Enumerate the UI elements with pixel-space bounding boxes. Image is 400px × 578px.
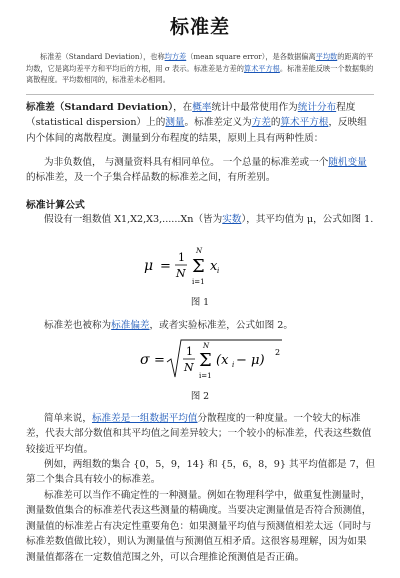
formula-intro-paragraph bbox=[26, 212, 376, 227]
page-title: 标准差 bbox=[169, 16, 230, 38]
formula-one: 1 bbox=[178, 251, 185, 264]
summary-text: 标准差（Standard Deviation），也称 bbox=[40, 52, 165, 61]
example-paragraph: 例如，两组数的集合 {0，5，9，14} 和 {5，6，8，9} 其平均值都是 7，但第二个集合具有较小的标准差。 bbox=[26, 459, 375, 486]
intro-text: 的 bbox=[270, 117, 281, 129]
link-arithmetic-square-root-2[interactable]: 算术平方根 bbox=[280, 117, 329, 129]
link-average[interactable]: 平均数 bbox=[315, 52, 338, 61]
dispersion-text: 简单来说， bbox=[44, 413, 92, 424]
sum-symbol: Σ bbox=[199, 350, 212, 371]
sum-upper: N bbox=[203, 342, 210, 350]
link-variance[interactable]: 方差 bbox=[251, 117, 271, 129]
figure-1-caption: 图 1 bbox=[190, 297, 210, 308]
section-divider bbox=[26, 94, 374, 95]
properties-paragraph bbox=[26, 155, 376, 186]
properties-text: 为非负数值， 与测量资料具有相同单位。 一个总量的标准差或一个 bbox=[44, 157, 329, 168]
std-alias-text: 标准差也被称为 bbox=[44, 320, 112, 331]
formula-mu: μ bbox=[144, 258, 154, 274]
formula-equals: = bbox=[154, 353, 165, 368]
intro-text: 。标准差定义为 bbox=[184, 117, 252, 129]
formula-subscript-i: i bbox=[217, 267, 220, 275]
formula-x: x bbox=[210, 259, 218, 274]
intro-text: 统计中最常使用作为 bbox=[211, 102, 298, 113]
sum-lower: i=1 bbox=[199, 372, 212, 380]
formula-term: (x bbox=[216, 353, 229, 368]
dispersion-paragraph bbox=[26, 411, 376, 457]
link-real-number[interactable]: 实数 bbox=[222, 214, 242, 225]
dispersion-text: 分散程度的一种度量。一个较大的标准差，代表大部分数值和其平均值之间差异较大；一个较小的标准差，代表这些数值较接近平均值。 bbox=[26, 413, 372, 455]
summary-paragraph bbox=[26, 51, 376, 86]
mean-formula bbox=[140, 240, 260, 290]
intro-text: 程度（statistical dispersion）上的 bbox=[26, 102, 356, 129]
sum-symbol: Σ bbox=[192, 256, 205, 277]
formula-intro-text: 假设有一组数值 X1,X2,X3,......Xn（皆为 bbox=[44, 214, 223, 225]
term-bold: 标准差 bbox=[26, 102, 55, 113]
formula-N: N bbox=[176, 267, 186, 280]
formula-sigma: σ bbox=[140, 352, 150, 368]
formula-intro-text: ），其平均值为 μ，公式如图 1. bbox=[241, 214, 374, 225]
link-statistical-distribution[interactable]: 统计分布 bbox=[297, 102, 337, 113]
formula-square: 2 bbox=[275, 348, 281, 357]
sum-upper: N bbox=[196, 247, 203, 255]
link-arithmetic-square-root[interactable]: 算术平方根 bbox=[243, 63, 280, 73]
formula-one: 1 bbox=[186, 345, 193, 358]
properties-text: 的标准差，及一个子集合样品数的标准差之间，有所差别。 bbox=[26, 172, 276, 184]
section-heading: 标准计算公式 bbox=[26, 200, 85, 211]
figure-2-caption: 图 2 bbox=[190, 391, 210, 402]
link-mean-square-error[interactable]: 均方差 bbox=[164, 52, 187, 61]
formula-N: N bbox=[184, 361, 194, 374]
summary-text: （mean square error），是各数据偏离 bbox=[186, 52, 316, 61]
std-alias-paragraph bbox=[26, 318, 376, 333]
link-random-variable[interactable]: 随机变量 bbox=[328, 157, 367, 168]
link-std-measure[interactable]: 标准差是一组数据 bbox=[91, 413, 169, 424]
link-mean-value[interactable]: 平均值 bbox=[168, 413, 198, 424]
link-measurement[interactable]: 测量 bbox=[165, 117, 185, 129]
std-formula bbox=[136, 336, 286, 386]
link-standard-deviation[interactable]: 标准偏差 bbox=[111, 320, 150, 331]
intro-text: ，在 bbox=[173, 102, 193, 113]
sum-lower: i=1 bbox=[192, 278, 205, 286]
formula-subscript-i: i bbox=[232, 361, 235, 369]
uncertainty-paragraph: 标准差可以当作不确定性的一种测量。例如在物理科学中，做重复性测量时，测量数值集合的标准差代表这些测量的精确度。当要决定测量值是否符合预测值，测量值的标准差占有决定性重要角色：如果测量平均值与预测值相差太远（同时与标准差数值做比较），则认为测量值与预测值互相矛盾。这很容易理解，因为如果测量值都落在一定数值范围之外，可以合理推论预测值是否正确。 bbox=[26, 490, 372, 563]
summary-text: 的距离的平均数，它是离均差平方和平均后的方根，用 σ 表示。标准差是方差的 bbox=[26, 52, 374, 73]
link-probability[interactable]: 概率 bbox=[192, 102, 212, 113]
formula-equals: = bbox=[160, 259, 171, 274]
summary-text: 。标准差能反映一个数据集的离散程度。平均数相同的，标准差未必相同。 bbox=[26, 63, 374, 84]
intro-text: ，反映组内个体间的离散程度。测量到分布程度的结果，原则上具有两种性质： bbox=[26, 117, 367, 144]
term-english: （Standard Deviation） bbox=[54, 102, 174, 113]
std-alias-text: ，或者实验标准差，公式如图 2。 bbox=[149, 320, 293, 331]
formula-minus-mu: − μ) bbox=[236, 353, 265, 368]
intro-paragraph bbox=[26, 100, 376, 146]
